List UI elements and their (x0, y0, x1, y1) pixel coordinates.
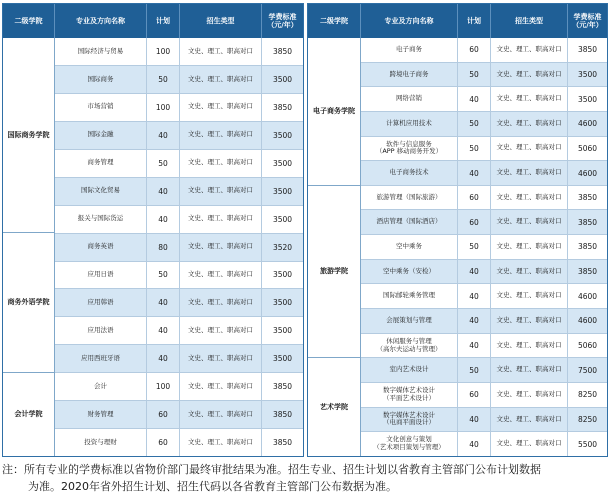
table-row (361, 358, 607, 383)
table-row (55, 262, 303, 290)
footnote (2, 461, 608, 495)
table-row (55, 373, 303, 401)
table-row (361, 309, 607, 334)
plan-count: 60 (147, 401, 180, 428)
major-name: 计算机应用技术 (361, 112, 458, 136)
enrollment-type: 文史、理工、职高对口 (491, 210, 568, 234)
plan-count: 40 (458, 260, 491, 284)
right-enrollment-table (307, 3, 608, 457)
table-row (361, 235, 607, 260)
plan-count: 40 (458, 161, 491, 185)
enrollment-type: 文史、理工、职高对口 (491, 358, 568, 382)
plan-count: 50 (147, 66, 180, 93)
footnote-line2: 为准。2020年省外招生计划、招生代码以各省教育主管部门公布数据为准。 (28, 480, 397, 493)
enrollment-type: 文史、理工、职高对口 (180, 150, 262, 177)
plan-count: 50 (147, 150, 180, 177)
tuition-fee: 3500 (272, 74, 293, 84)
tuition-fee: 3500 (272, 158, 293, 168)
tuition-fee: 3520 (272, 242, 293, 252)
tuition-fee: 5060 (577, 143, 598, 153)
tuition-fee: 3850 (577, 267, 598, 277)
tuition-fee: 3850 (577, 45, 598, 55)
plan-count: 60 (458, 383, 491, 407)
header-fee (568, 4, 607, 38)
tuition-fee: 3850 (272, 438, 293, 448)
table-row (55, 178, 303, 206)
plan-count: 50 (458, 63, 491, 87)
major-name: 旅游管理（国际旅游） (361, 186, 458, 210)
plan-count: 40 (458, 309, 491, 333)
major-name: 财务管理 (55, 401, 147, 428)
plan-count: 40 (147, 317, 180, 344)
enrollment-type: 文史、理工、职高对口 (180, 38, 262, 65)
enrollment-type: 文史、理工、职高对口 (180, 206, 262, 233)
enrollment-type: 文史、理工、职高对口 (491, 334, 568, 358)
major-name: 软件与信息服务 （APP 移动商务开发） (361, 137, 458, 161)
plan-count: 60 (458, 186, 491, 210)
table-header-row (3, 4, 303, 38)
major-name: 网络营销 (361, 87, 458, 111)
major-name: 国际邮轮乘务管理 (361, 284, 458, 308)
major-name: 国际文化贸易 (55, 178, 147, 205)
major-name: 酒店管理（国际酒店） (361, 210, 458, 234)
tuition-fee: 3850 (272, 382, 293, 392)
table-row (361, 87, 607, 112)
tuition-fee: 3500 (272, 186, 293, 196)
major-name: 数字媒体艺术设计 （电商平面设计） (361, 408, 458, 432)
table-row (361, 137, 607, 162)
plan-count: 100 (147, 38, 180, 65)
tuition-fee: 5060 (577, 341, 598, 350)
tuition-fee: 3500 (272, 298, 293, 308)
major-name: 跨境电子商务 (361, 63, 458, 87)
header-college: 二级学院 (308, 4, 361, 38)
tuition-fee: 3500 (577, 94, 598, 104)
table-row (55, 345, 303, 373)
right-table-body (308, 38, 607, 456)
tuition-fee: 7500 (577, 365, 598, 375)
left-table-body (3, 38, 303, 456)
college-name: 会计学院 (3, 373, 54, 456)
enrollment-type: 文史、理工、职高对口 (491, 284, 568, 308)
tuition-fee: 8250 (577, 414, 598, 424)
tuition-fee: 3850 (577, 193, 598, 203)
major-name: 空中乘务 (361, 235, 458, 259)
right-data-rows (361, 38, 607, 456)
table-row (361, 432, 607, 456)
plan-count: 50 (147, 262, 180, 289)
major-name: 投资与理财 (55, 429, 147, 456)
header-major: 专业及方向名称 (55, 4, 147, 38)
college-name: 电子商务学院 (308, 38, 360, 186)
tuition-fee: 3500 (272, 270, 293, 280)
plan-count: 60 (458, 38, 491, 62)
major-name: 应用法语 (55, 317, 147, 344)
table-row (55, 66, 303, 94)
tuition-fee: 3500 (272, 326, 293, 336)
college-name: 旅游学院 (308, 186, 360, 358)
table-row (55, 289, 303, 317)
major-name: 商务管理 (55, 150, 147, 177)
table-row (361, 63, 607, 88)
table-row (55, 234, 303, 262)
enrollment-type: 文史、理工、职高对口 (180, 94, 262, 121)
enrollment-type: 文史、理工、职高对口 (180, 317, 262, 344)
tuition-fee: 3500 (577, 69, 598, 79)
header-plan: 计划 (147, 4, 180, 38)
plan-count: 40 (147, 178, 180, 205)
tuition-fee: 3500 (272, 214, 293, 224)
enrollment-type: 文史、理工、职高对口 (491, 260, 568, 284)
tuition-fee: 5500 (577, 439, 598, 449)
table-row (361, 408, 607, 433)
major-name: 应用日语 (55, 262, 147, 289)
table-row (55, 38, 303, 66)
major-name: 国际商务 (55, 66, 147, 93)
enrollment-type: 文史、理工、职高对口 (180, 122, 262, 149)
major-name: 会计 (55, 373, 147, 400)
plan-count: 40 (147, 122, 180, 149)
plan-count: 40 (458, 284, 491, 308)
enrollment-type: 文史、理工、职高对口 (491, 87, 568, 111)
enrollment-type: 文史、理工、职高对口 (491, 235, 568, 259)
right-college-column (308, 38, 361, 456)
tuition-fee: 3850 (577, 242, 598, 252)
tuition-fee: 3500 (272, 354, 293, 364)
table-row (55, 122, 303, 150)
enrollment-type: 文史、理工、职高对口 (180, 262, 262, 289)
enrollment-type: 文史、理工、职高对口 (180, 345, 262, 372)
plan-count: 80 (147, 234, 180, 261)
plan-count: 40 (458, 334, 491, 358)
enrollment-type: 文史、理工、职高对口 (491, 432, 568, 456)
plan-count: 50 (458, 112, 491, 136)
major-name: 休闲服务与管理 （高尔夫运动与管理） (361, 334, 458, 358)
major-name: 电子商务 (361, 38, 458, 62)
table-row (55, 317, 303, 345)
plan-count: 100 (147, 94, 180, 121)
tuition-fee: 4600 (577, 168, 598, 178)
major-name: 国际金融 (55, 122, 147, 149)
plan-count: 40 (458, 408, 491, 432)
enrollment-type: 文史、理工、职高对口 (491, 309, 568, 333)
header-type: 招生类型 (180, 4, 262, 38)
tuition-fee: 3500 (272, 130, 293, 140)
plan-count: 40 (458, 87, 491, 111)
tuition-fee: 4600 (577, 291, 598, 301)
college-name: 国际商务学院 (3, 38, 54, 233)
plan-count: 50 (458, 358, 491, 382)
left-data-rows (55, 38, 303, 456)
header-fee (262, 4, 303, 38)
header-college: 二级学院 (3, 4, 55, 38)
header-type: 招生类型 (491, 4, 568, 38)
tuition-fee: 8250 (577, 390, 598, 400)
table-row (361, 284, 607, 309)
footnote-line1: 注：所有专业的学费标准以省物价部门最终审批结果为准。招生专业、招生计划以省教育主管部门公布计划数据 (2, 463, 541, 476)
plan-count: 50 (458, 137, 491, 161)
table-row (55, 94, 303, 122)
plan-count: 40 (147, 289, 180, 316)
table-row (361, 38, 607, 63)
header-fee-line2: （元/年） (572, 21, 603, 29)
enrollment-type: 文史、理工、职高对口 (491, 112, 568, 136)
major-name: 会展策划与管理 (361, 309, 458, 333)
college-name: 艺术学院 (308, 358, 360, 456)
tuition-fee: 3850 (272, 410, 293, 420)
plan-count: 50 (458, 235, 491, 259)
plan-count: 100 (147, 373, 180, 400)
table-row (361, 334, 607, 359)
enrollment-type: 文史、理工、职高对口 (180, 373, 262, 400)
header-fee-line1: 学费标准 (573, 12, 602, 21)
tuition-fee: 3850 (272, 46, 293, 56)
table-row (55, 401, 303, 429)
plan-count: 40 (147, 206, 180, 233)
table-row (361, 383, 607, 408)
major-name: 市场营销 (55, 94, 147, 121)
header-plan: 计划 (458, 4, 491, 38)
major-name: 电子商务技术 (361, 161, 458, 185)
tuition-fee: 4600 (577, 119, 598, 129)
tuition-fee: 3850 (272, 102, 293, 112)
enrollment-type: 文史、理工、职高对口 (491, 161, 568, 185)
table-row (361, 186, 607, 211)
major-name: 国际经济与贸易 (55, 38, 147, 65)
major-name: 空中乘务（安检） (361, 260, 458, 284)
enrollment-type: 文史、理工、职高对口 (491, 38, 568, 62)
enrollment-type: 文史、理工、职高对口 (180, 178, 262, 205)
tuition-fee: 4600 (577, 316, 598, 326)
major-name: 商务英语 (55, 234, 147, 261)
table-row (55, 206, 303, 234)
table-row (361, 210, 607, 235)
enrollment-type: 文史、理工、职高对口 (491, 63, 568, 87)
plan-count: 60 (147, 429, 180, 456)
table-row (55, 429, 303, 456)
header-major: 专业及方向名称 (361, 4, 458, 38)
enrollment-type: 文史、理工、职高对口 (491, 186, 568, 210)
enrollment-type: 文史、理工、职高对口 (491, 408, 568, 432)
left-college-column (3, 38, 55, 456)
plan-count: 40 (458, 432, 491, 456)
major-name: 应用韩语 (55, 289, 147, 316)
enrollment-type: 文史、理工、职高对口 (491, 137, 568, 161)
table-header-row (308, 4, 607, 38)
major-name: 应用西班牙语 (55, 345, 147, 372)
college-name: 商务外语学院 (3, 233, 54, 373)
table-row (361, 112, 607, 137)
major-name: 数字媒体艺术设计 （平面艺术设计） (361, 383, 458, 407)
enrollment-type: 文史、理工、职高对口 (180, 289, 262, 316)
enrollment-type: 文史、理工、职高对口 (491, 383, 568, 407)
plan-count: 40 (147, 345, 180, 372)
enrollment-type: 文史、理工、职高对口 (180, 429, 262, 456)
enrollment-type: 文史、理工、职高对口 (180, 234, 262, 261)
table-row (55, 150, 303, 178)
plan-count: 60 (458, 210, 491, 234)
enrollment-type: 文史、理工、职高对口 (180, 401, 262, 428)
left-enrollment-table (2, 3, 304, 457)
header-fee-line2: （元/年） (267, 21, 298, 29)
major-name: 室内艺术设计 (361, 358, 458, 382)
major-name: 报关与国际货运 (55, 206, 147, 233)
enrollment-type: 文史、理工、职高对口 (180, 66, 262, 93)
table-row (361, 161, 607, 186)
header-fee-line1: 学费标准 (268, 12, 297, 21)
table-row (361, 260, 607, 285)
tuition-fee: 3850 (577, 217, 598, 227)
major-name: 文化创意与策划 （艺术项目策划与管理） (361, 432, 458, 456)
